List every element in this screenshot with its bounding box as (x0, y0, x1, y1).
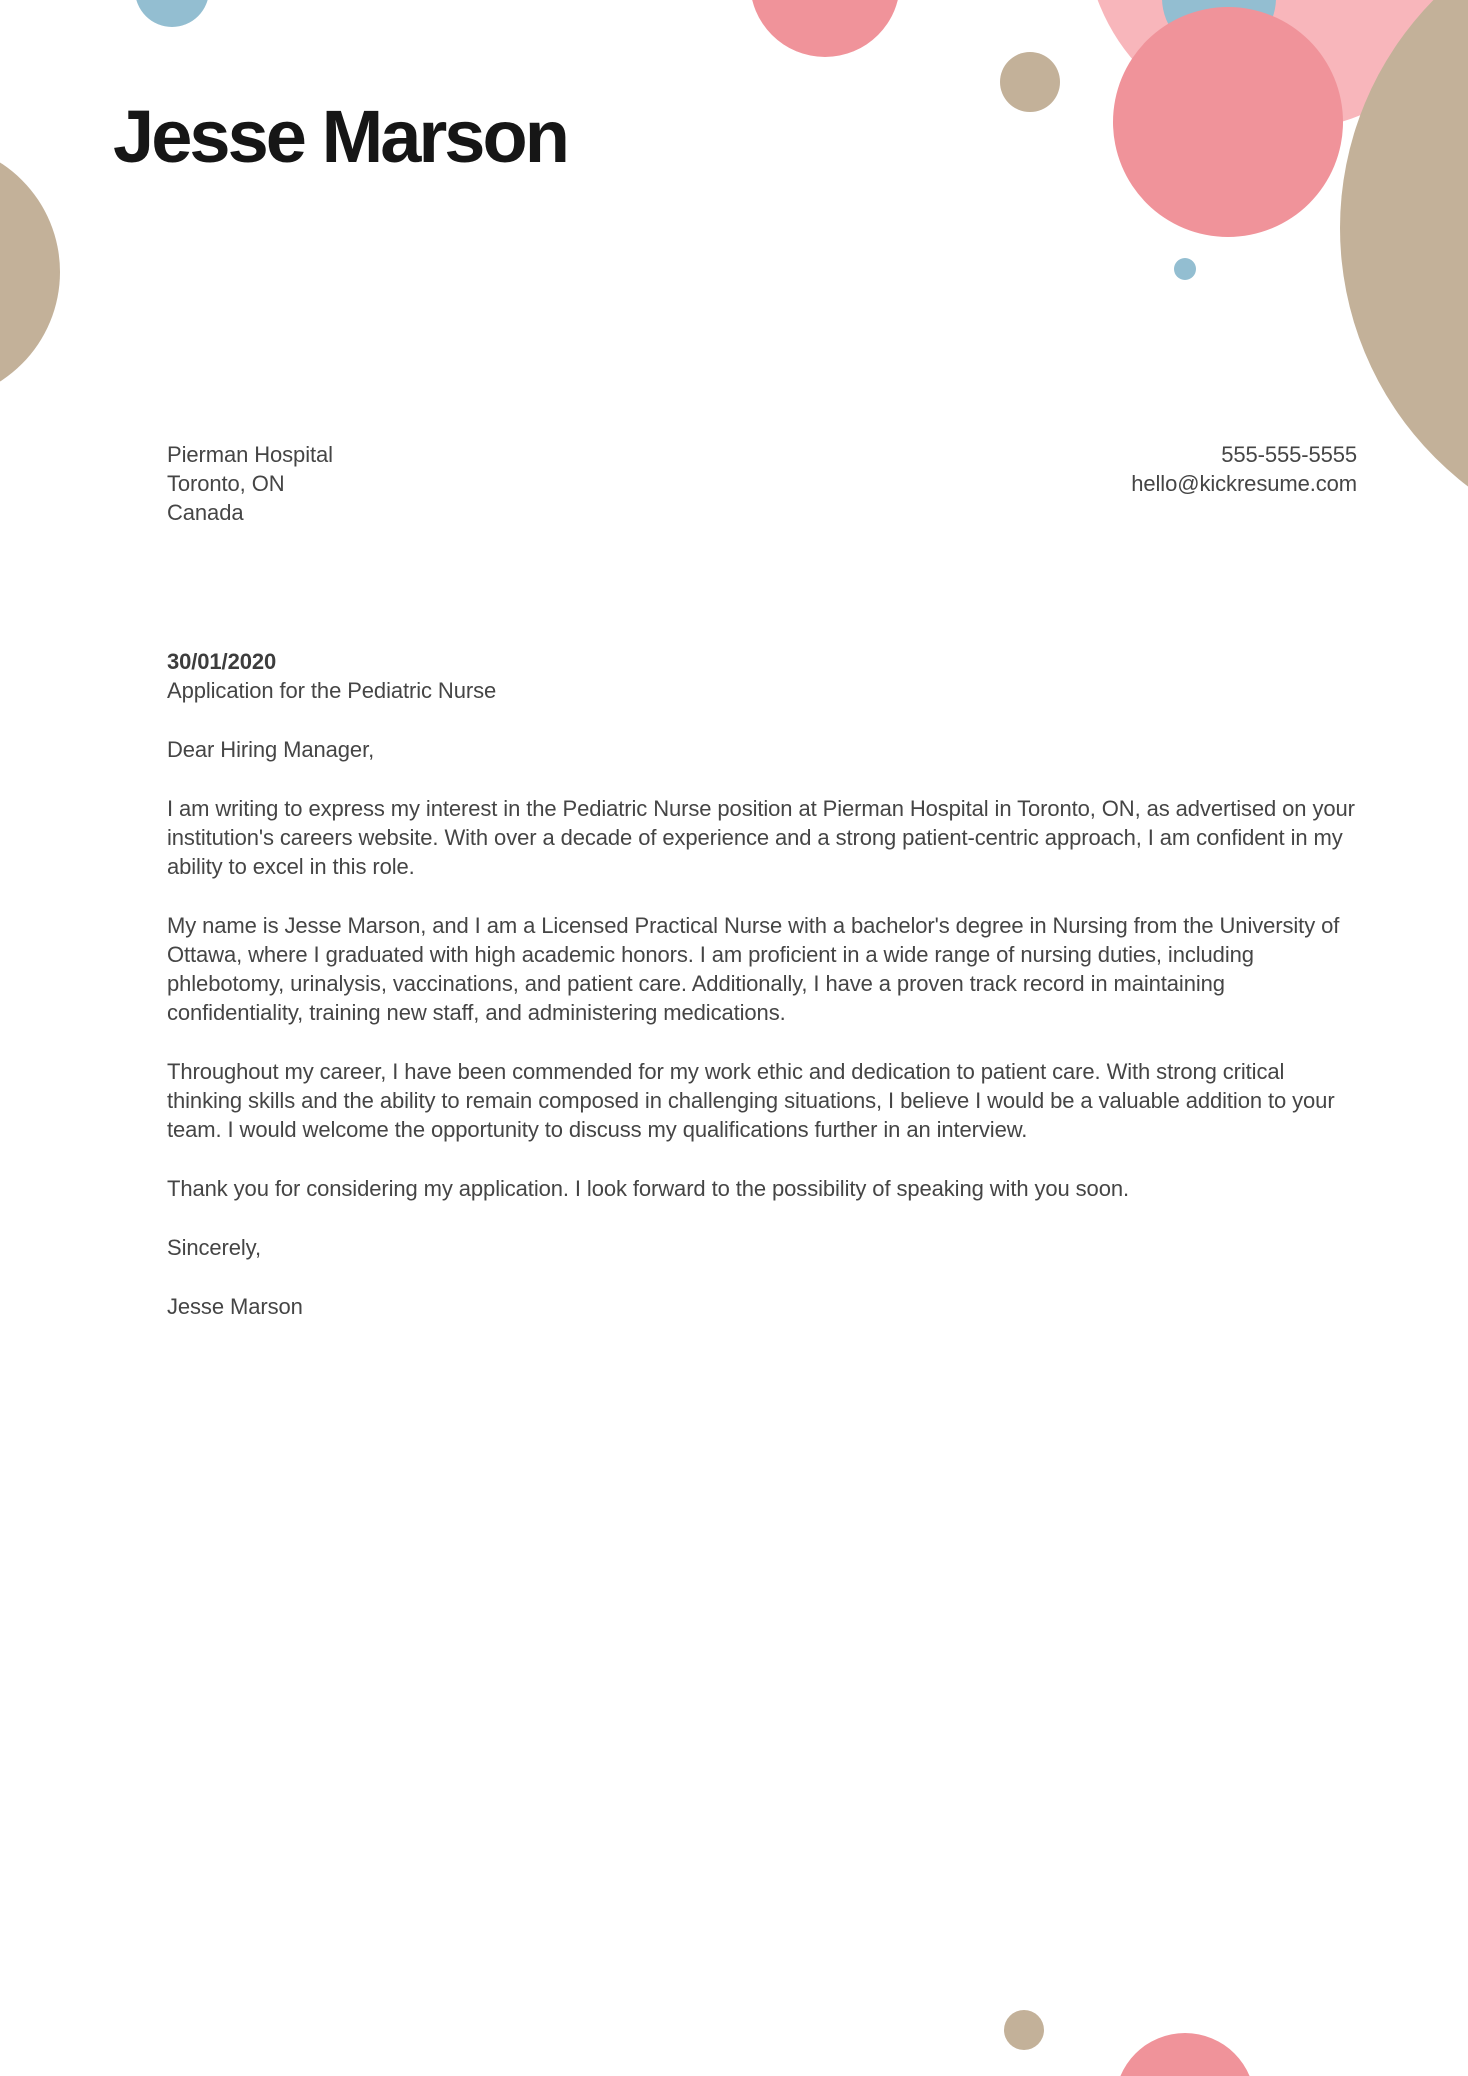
letter-signature: Jesse Marson (167, 1294, 303, 1319)
recipient-city: Toronto, ON (167, 471, 285, 496)
letter-paragraph: I am writing to express my interest in the Pediatric Nurse position at Pierman Hospital in Toronto, ON, as advertised on your institution's careers website. With over a decade of experience and a strong patient-centric approach, I am confident in my ability to excel in this role. (167, 796, 1355, 879)
contact-email: hello@kickresume.com (1131, 471, 1357, 496)
bottom-salmon-semicircle (1115, 2033, 1255, 2076)
recipient-address-block (167, 440, 333, 527)
top-middle-salmon-circle (750, 0, 900, 57)
letter-salutation: Dear Hiring Manager, (167, 737, 375, 762)
letter-paragraph: Thank you for considering my application. I look forward to the possibility of speaking with you soon. (167, 1176, 1129, 1201)
left-edge-tan-circle (0, 142, 60, 402)
recipient-country: Canada (167, 500, 244, 525)
bottom-small-tan-circle (1004, 2010, 1044, 2050)
small-tan-circle-top-right (1000, 52, 1060, 112)
date-subject-block (167, 647, 1357, 705)
header-info-row (167, 440, 1357, 527)
letter-paragraph: My name is Jesse Marson, and I am a Licensed Practical Nurse with a bachelor's degree in Nursing from the University of Ottawa, where I graduated with high academic honors. I am proficient in a wide range of nursing duties, including phlebotomy, urinalysis, vaccinations, and patient care. Additionally, I have a proven track record in maintaining confidentiality, training new staff, and administering medications. (167, 913, 1340, 1025)
letter-paragraph: Throughout my career, I have been commended for my work ethic and dedication to patient care. With strong critical thinking skills and the ability to remain composed in challenging situations, I believe I would be a valuable addition to your team. I would welcome the opportunity to discuss my qualifications further in an interview. (167, 1059, 1335, 1142)
page-title: Jesse Marson (113, 95, 567, 178)
contact-block (1131, 440, 1357, 527)
tiny-blue-dot (1174, 258, 1196, 280)
top-left-blue-circle (135, 0, 209, 27)
letter-closing: Sincerely, (167, 1235, 261, 1260)
recipient-company: Pierman Hospital (167, 442, 333, 467)
letter-date: 30/01/2020 (167, 649, 277, 674)
letter-body (167, 647, 1357, 1351)
top-right-salmon-circle (1113, 7, 1343, 237)
contact-phone: 555-555-5555 (1221, 442, 1357, 467)
letter-subject: Application for the Pediatric Nurse (167, 678, 497, 703)
